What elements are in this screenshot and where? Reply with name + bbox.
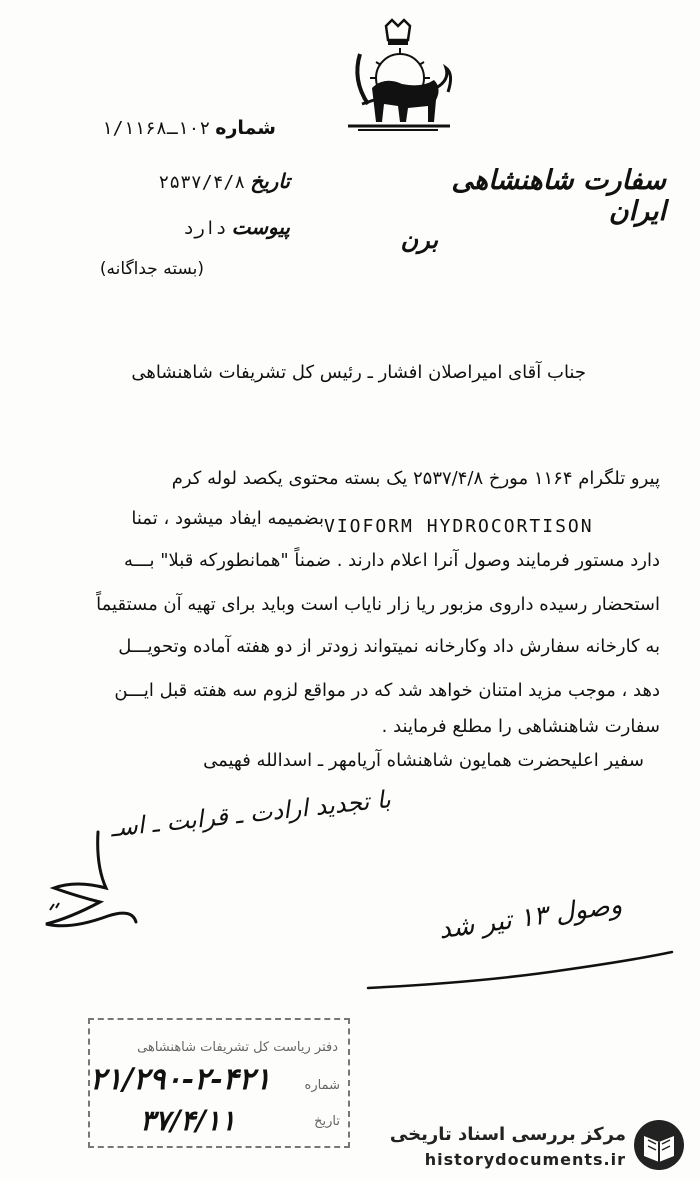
number-label: شماره <box>215 117 276 139</box>
product-name: VIOFORM HYDROCORTISON <box>324 516 594 537</box>
stamp-date-value: ۳۷/۴/۱۱ <box>140 1104 236 1137</box>
embassy-title: سفارت شاهنشاهی ایران <box>451 165 666 227</box>
document-date <box>90 169 290 199</box>
attachment-value: دارد <box>183 218 227 239</box>
lion-and-sun-emblem-icon <box>338 18 458 136</box>
stamp-office-line: دفتر ریاست کل تشریفات شاهنشاهی <box>137 1040 338 1055</box>
body-line-2: بضمیمه ایفاد میشود ، تمنا <box>131 508 324 529</box>
document-number <box>84 117 276 151</box>
watermark-title: مرکز بررسی اسناد تاریخی <box>389 1124 626 1145</box>
date-label: تاریخ <box>250 169 290 193</box>
ambassador-signature-icon <box>36 826 146 936</box>
signatory: سفیر اعلیحضرت همایون شاهنشاه آریامهر ـ اسدالله فهیمی <box>203 750 644 771</box>
history-documents-logo-icon <box>632 1118 686 1172</box>
date-value: ۲۵۳۷/۴/۸ <box>158 172 246 193</box>
body-line-1: پیرو تلگرام ۱۱۶۴ مورخ ۲۵۳۷/۴/۸ یک بسته محتوی یکصد لوله کرم <box>171 468 660 489</box>
handwritten-closing: با تجدید ارادت ـ قرابت ـ اسـ <box>109 785 393 843</box>
body-line-4: استحضار رسیده داروی مزبور ریا زار نایاب است وباید برای تهیه آن مستقیماً <box>96 594 660 615</box>
stamp-date-label: تاریخ <box>314 1114 340 1129</box>
body-line-3: دارد مستور فرمایند وصول آنرا اعلام دارند . ضمناً "همانطورکه قبلا" بـــه <box>124 550 660 571</box>
body-line-5: به کارخانه سفارش داد وکارخانه نمیتواند زودتر از دو هفته آماده وتحویـــل <box>118 636 660 657</box>
stamp-number-label: شماره <box>304 1078 340 1093</box>
watermark-url: historydocuments.ir <box>424 1150 626 1169</box>
city: برن <box>400 225 438 254</box>
body-line-7: سفارت شاهنشاهی را مطلع فرمایند . <box>381 716 660 737</box>
attachment <box>100 215 290 245</box>
stamp-number-value: ۲۱/۲۹۰-۲-۴۲۱ <box>90 1062 271 1097</box>
attachment-note: (بسته جداگانه) <box>99 259 204 279</box>
received-underline-icon <box>364 948 676 998</box>
number-value: ۱۰۲ـ۱/۱۱۶۸ <box>101 118 211 139</box>
body-line-6: دهد ، موجب مزید امتنان خواهد شد که در مواقع لزوم سه هفته قبل ایـــن <box>114 680 660 701</box>
addressee: جناب آقای امیراصلان افشار ـ رئیس کل تشریفات شاهنشاهی <box>131 362 586 383</box>
attachment-label: پیوست <box>231 215 290 239</box>
received-note: وصول ۱۳ تیر شد <box>436 889 624 946</box>
